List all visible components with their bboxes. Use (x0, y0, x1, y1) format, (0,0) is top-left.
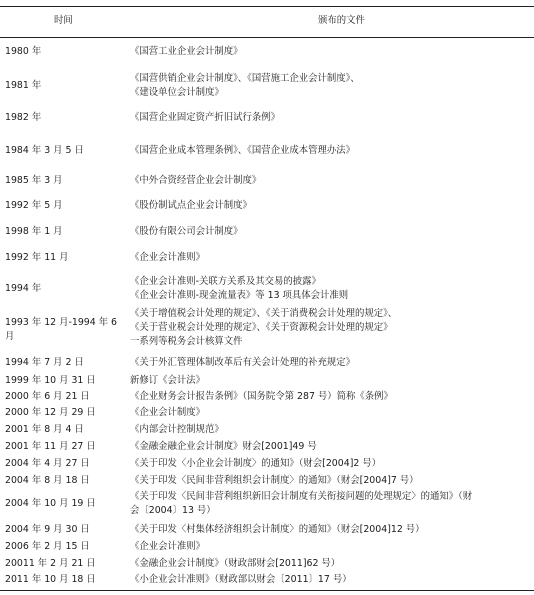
document-line: 《关于外汇管理体制改革后有关会计处理的补充规定》 (130, 357, 356, 368)
row-time: 1993 年 12 月-1994 年 6 月 (5, 317, 118, 342)
row-time: 2004 年 8 月 18 日 (5, 475, 90, 486)
document-line: 《企业会计准则》 (130, 252, 206, 263)
row-time: 1994 年 (5, 283, 42, 294)
document-line: 《企业财务会计报告条例》（国务院令第 287 号）简称《条例》 (130, 391, 393, 402)
row-time: 2004 年 10 月 19 日 (5, 498, 96, 509)
document-line: 《关于印发〈小企业会计制度〉的通知》（财会[2004]2 号） (130, 458, 382, 469)
row-time: 1981 年 (5, 80, 42, 91)
row-documents (130, 111, 530, 125)
row-documents (130, 199, 530, 213)
document-line: 《关于印发〈民间非营利组织新旧会计制度有关衔接问题的处理规定〉的通知》（财 (130, 491, 473, 502)
table-bottom-rule (0, 590, 534, 591)
document-line: 会〔2004〕13 号） (130, 505, 216, 516)
document-line: 《国营工业企业会计制度》 (130, 46, 243, 57)
document-line: 《关于营业税会计处理的规定》、《关于资源税会计处理的规定》 (130, 322, 393, 333)
document-line: 《企业会计准则-现金流量表》等 13 项具体会计准则 (130, 290, 349, 301)
row-documents (130, 45, 530, 59)
document-line: 《内部会计控制规范》 (130, 424, 224, 435)
row-documents (130, 374, 530, 388)
row-documents (130, 423, 530, 437)
row-documents (130, 390, 530, 404)
row-time: 1992 年 11 月 (5, 252, 69, 263)
row-time: 2000 年 6 月 21 日 (5, 391, 90, 402)
row-time: 1999 年 10 月 31 日 (5, 375, 96, 386)
row-time: 2004 年 4 月 27 日 (5, 458, 90, 469)
table-header-rule (0, 37, 534, 38)
document-line: 《金融企业会计制度》（财政部财会[2011]62 号） (130, 558, 341, 569)
document-line: 《关于印发〈民间非营利组织会计制度〉的通知》（财会[2004]7 号） (130, 475, 419, 486)
row-documents (130, 474, 530, 488)
row-time: 1984 年 3 月 5 日 (5, 145, 84, 156)
row-time: 2006 年 2 月 15 日 (5, 541, 90, 552)
row-documents (130, 406, 530, 420)
document-line: 《国营企业成本管理条例》、《国营企业成本管理办法》 (130, 145, 355, 156)
row-documents (130, 144, 530, 158)
document-line: 一系列等税务会计核算文件 (130, 336, 243, 347)
row-documents (130, 573, 530, 587)
row-time: 2000 年 12 月 29 日 (5, 407, 96, 418)
table-top-rule (0, 6, 534, 7)
row-time: 20011 年 2 月 21 日 (5, 558, 96, 569)
row-time: 2004 年 9 月 30 日 (5, 524, 90, 535)
row-time: 2001 年 8 月 4 日 (5, 424, 84, 435)
document-line: 《股份制试点企业会计制度》 (130, 200, 252, 211)
row-documents (130, 72, 530, 100)
document-line: 《企业会计制度》 (130, 407, 206, 418)
document-line: 《金融金融企业会计制度》财会[2001]49 号 (130, 441, 317, 452)
document-line: 《国营企业固定资产折旧试行条例》 (130, 112, 281, 123)
row-time: 1998 年 1 月 (5, 226, 63, 237)
row-documents (130, 540, 530, 554)
row-time: 2011 年 10 月 18 日 (5, 574, 96, 585)
row-documents (130, 490, 530, 518)
row-documents (130, 174, 530, 188)
row-documents (130, 307, 530, 349)
document-line: 《企业会计准则-关联方关系及其交易的披露》 (130, 276, 321, 287)
row-time: 1992 年 5 月 (5, 200, 63, 211)
document-line: 《国营供销企业会计制度》、《国营施工企业会计制度》、 (130, 73, 360, 84)
column-header-documents: 颁布的文件 (318, 15, 365, 26)
document-line: 《小企业会计准则》（财政部以财会〔2011〕17 号） (130, 574, 352, 585)
row-documents (130, 275, 530, 303)
document-line: 《企业会计准则》 (130, 541, 206, 552)
document-line: 《股份有限公司会计制度》 (130, 226, 243, 237)
row-documents (130, 356, 530, 370)
row-documents (130, 457, 530, 471)
row-time: 1980 年 (5, 46, 42, 57)
document-line: 《关于增值税会计处理的规定》、《关于消费税会计处理的规定》、 (130, 308, 398, 319)
document-line: 新修订《会计法》 (130, 375, 206, 386)
row-time: 2001 年 11 月 27 日 (5, 441, 96, 452)
document-line: 《关于印发〈村集体经济组织会计制度〉的通知》（财会[2004]12 号） (130, 524, 425, 535)
row-time: 1985 年 3 月 (5, 175, 63, 186)
row-documents (130, 440, 530, 454)
row-time: 1982 年 (5, 112, 42, 123)
row-time: 1994 年 7 月 2 日 (5, 357, 84, 368)
document-line: 《建设单位会计制度》 (130, 87, 224, 98)
row-documents (130, 225, 530, 239)
document-line: 《中外合资经营企业会计制度》 (130, 175, 262, 186)
row-documents (130, 557, 530, 571)
column-header-time: 时间 (54, 15, 73, 26)
row-documents (130, 523, 530, 537)
row-documents (130, 251, 530, 265)
